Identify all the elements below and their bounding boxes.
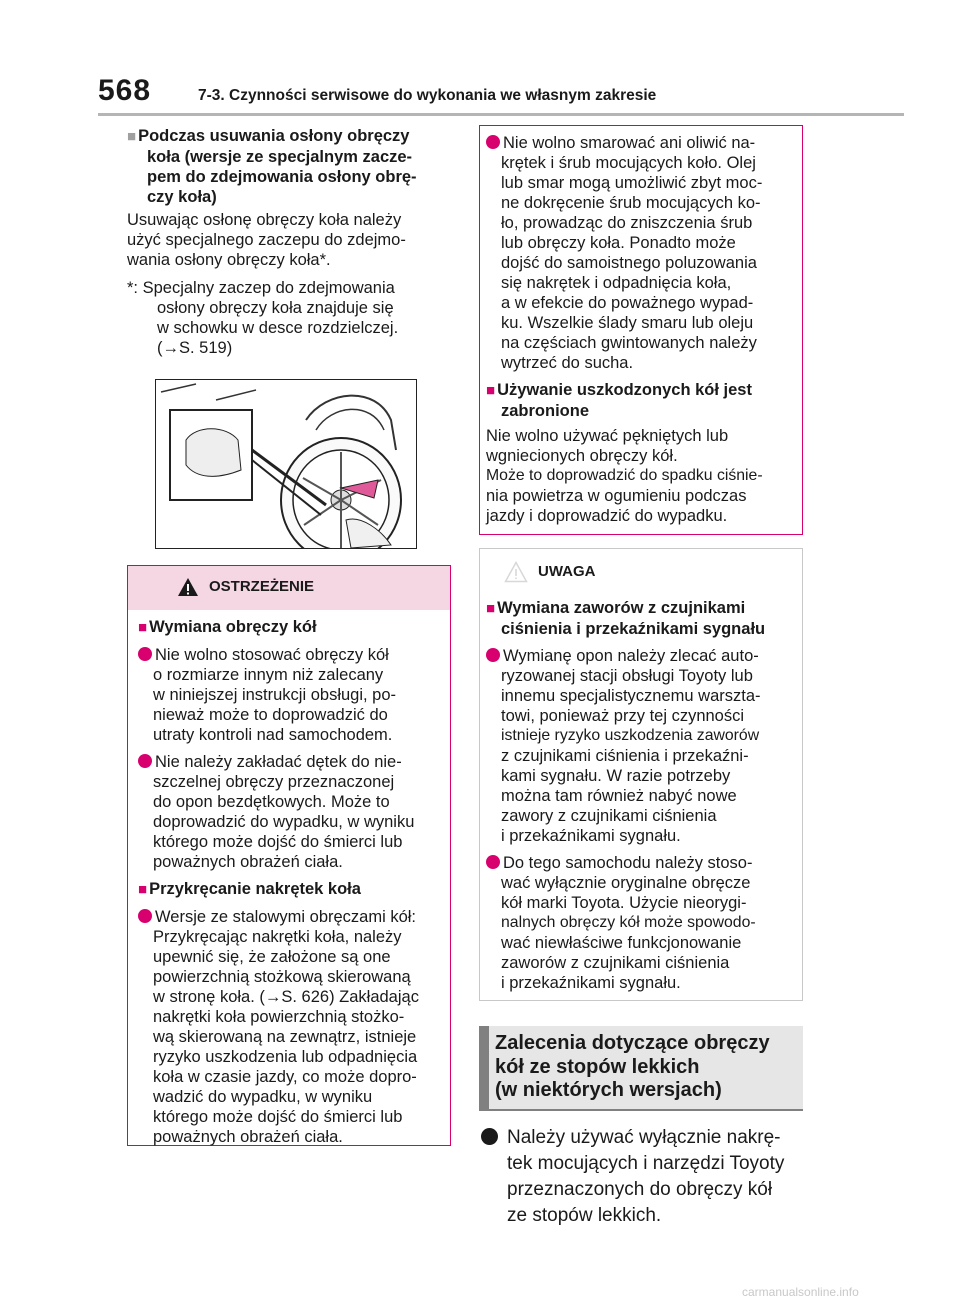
warning-section-title: Wymiana obręczy kół xyxy=(149,618,317,636)
text-line: ciśnienia i przekaźnikami sygnału xyxy=(501,620,766,638)
text-line: Należy używać wyłącznie nakrę- xyxy=(507,1127,781,1148)
text-line: lub smar mogą umożliwić zbyt moc- xyxy=(501,174,763,192)
text-line: nia powietrza w ogumieniu podczas xyxy=(486,487,747,505)
left-heading-line: Podczas usuwania osłony obręczy xyxy=(138,127,410,145)
text-line: nakrętki koła powierzchnią stożko- xyxy=(153,1008,405,1026)
text-line: zaworów z czujnikami ciśnienia xyxy=(501,954,730,972)
text-line: można tam również nabyć nowe xyxy=(501,787,737,805)
text-line: o rozmiarze innym niż zalecany xyxy=(153,666,384,684)
alloy-wheel-bullet xyxy=(481,1125,811,1229)
text-line: utraty kontroli nad samochodem. xyxy=(153,726,393,744)
text-line: upewnić się, że założone są one xyxy=(153,948,391,966)
text-line: Do tego samochodu należy stoso- xyxy=(503,854,753,872)
left-body-line: użyć specjalnego zaczepu do zdejmo- xyxy=(127,231,406,249)
text-line: przeznaczonych do obręczy kół xyxy=(507,1179,773,1200)
caution-section-title xyxy=(486,598,800,639)
text-line: zabronione xyxy=(501,402,590,420)
wheel-cover-illustration xyxy=(155,379,417,549)
text-line: z czujnikami ciśnienia i przekaźni- xyxy=(501,747,749,765)
square-bullet-icon: ■ xyxy=(127,128,137,145)
warning-box xyxy=(127,565,451,1146)
section-heading-bar xyxy=(479,1026,489,1109)
text-line: się nakrętek i odpadnięcia koła, xyxy=(501,274,732,292)
text-line: krętek i śrub mocujących koło. Olej xyxy=(501,154,756,172)
text-line: Przykręcając nakrętki koła, należy xyxy=(153,928,402,946)
caution-box xyxy=(479,548,803,1001)
text-line: Może to doprowadzić do spadku ciśnie- xyxy=(486,467,763,484)
text-line: Wymiana zaworów z czujnikami xyxy=(497,599,746,617)
text-line: wadzić do wypadku, w wyniku xyxy=(153,1088,373,1106)
text-line: kami sygnału. W razie potrzeby xyxy=(501,767,731,785)
warning-header xyxy=(128,566,450,610)
text-line: kół marki Toyota. Użycie nieorygi- xyxy=(501,894,747,912)
left-heading xyxy=(127,126,457,207)
caution-content xyxy=(486,598,800,993)
text-line: zawory z czujnikami ciśnienia xyxy=(501,807,717,825)
footnote-line: (→S. 519) xyxy=(157,339,233,357)
text-line: istnieje ryzyko uszkodzenia zaworów xyxy=(501,727,760,744)
text-line: wać wyłącznie oryginalne obręcze xyxy=(501,874,751,892)
text-line: ku. Wszelkie ślady smaru lub oleju xyxy=(501,314,754,332)
left-body xyxy=(127,210,457,270)
text-line: doprowadzić do wypadku, w wyniku xyxy=(153,813,415,831)
text-line: powierzchnią stożkową skierowaną xyxy=(153,968,411,986)
warning-continuation-box xyxy=(479,125,803,535)
warning-bullet xyxy=(138,752,450,872)
warning-triangle-icon xyxy=(177,577,199,597)
text-line: wgniecionych obręczy kół. xyxy=(486,447,678,465)
warning-bullet xyxy=(486,133,800,373)
section-heading-line: kół ze stopów lekkich xyxy=(495,1055,700,1078)
bullet-icon xyxy=(486,648,500,662)
text-line: lub obręczy koła. Ponadto może xyxy=(501,234,736,252)
text-line: koła w czasie jazdy, co może dopro- xyxy=(153,1068,417,1086)
warning-bullet xyxy=(138,907,450,1147)
text-line: ło, prowadząc do zniszczenia śrub xyxy=(501,214,753,232)
text-line: i przekaźnikami sygnału. xyxy=(501,827,681,845)
watermark: carmanualsonline.info xyxy=(742,1285,859,1299)
text-line: szczelnej obręczy przeznaczonej xyxy=(153,773,395,791)
left-body-line: wania osłony obręczy koła*. xyxy=(127,251,331,269)
text-line: Nie wolno stosować obręczy kół xyxy=(155,646,389,664)
chapter-title: 7-3. Czynności serwisowe do wykonania we własnym zakresie xyxy=(198,87,657,104)
text-line: towi, ponieważ przy tej czynności xyxy=(501,707,745,725)
left-heading-line: czy koła) xyxy=(147,188,217,206)
section-heading xyxy=(479,1026,803,1111)
text-line: Nie należy zakładać dętek do nie- xyxy=(155,753,402,771)
left-footnote xyxy=(127,278,457,358)
square-bullet-icon: ■ xyxy=(486,382,496,399)
header-rule xyxy=(98,113,904,116)
warning-paragraph xyxy=(486,426,800,526)
left-heading-line: pem do zdejmowania osłony obrę- xyxy=(147,168,417,186)
text-line: wać niewłaściwe funkcjonowanie xyxy=(501,934,742,952)
caution-bullet xyxy=(486,646,800,846)
left-heading-line: koła (wersje ze specjalnym zacze- xyxy=(147,148,413,166)
text-line: wytrzeć do sucha. xyxy=(501,354,634,372)
text-line: poważnych obrażeń ciała. xyxy=(153,853,343,871)
text-line: w niniejszej instrukcji obsługi, po- xyxy=(153,686,397,704)
warning-bullet xyxy=(138,645,450,745)
text-line: a w efekcie do poważnego wypad- xyxy=(501,294,754,312)
text-line: ze stopów lekkich. xyxy=(507,1205,662,1226)
page-number: 568 xyxy=(98,74,152,107)
section-heading-text xyxy=(495,1032,770,1103)
caution-header xyxy=(480,549,802,593)
text-line: dojść do samoistnego poluzowania xyxy=(501,254,757,272)
bullet-icon xyxy=(138,754,152,768)
footnote-line: *: Specjalny zaczep do zdejmowania xyxy=(127,279,395,297)
text-line: wą skierowaną na zewnątrz, istnieje xyxy=(153,1028,417,1046)
text-line: na częściach gwintowanych należy xyxy=(501,334,757,352)
bullet-icon xyxy=(138,909,152,923)
text-line: innemu specjalistycznemu warszta- xyxy=(501,687,761,705)
text-line: którego może dojść do śmierci lub xyxy=(153,1108,403,1126)
text-line: i przekaźnikami sygnału. xyxy=(501,974,681,992)
section-heading-line: Zalecenia dotyczące obręczy xyxy=(495,1032,770,1054)
text-line: ryzyko uszkodzenia lub odpadnięcia xyxy=(153,1048,418,1066)
text-line: Wymianę opon należy zlecać auto- xyxy=(503,647,759,665)
caution-triangle-icon xyxy=(504,561,528,583)
text-line: Używanie uszkodzonych kół jest xyxy=(497,381,752,399)
left-intro xyxy=(127,126,457,358)
text-line: ryzowanej stacji obsługi Toyoty lub xyxy=(501,667,753,685)
bullet-icon xyxy=(138,647,152,661)
left-body-line: Usuwając osłonę obręczy koła należy xyxy=(127,211,402,229)
square-bullet-icon: ■ xyxy=(486,600,496,617)
text-line: Nie wolno używać pękniętych lub xyxy=(486,427,729,445)
caution-bullet xyxy=(486,853,800,993)
section-heading-line: (w niektórych wersjach) xyxy=(495,1079,722,1101)
wheel-illustration-icon xyxy=(156,380,416,548)
text-line: nieważ może to doprowadzić do xyxy=(153,706,388,724)
warning-section-title xyxy=(486,380,800,421)
text-line: tek mocujących i narzędzi Toyoty xyxy=(507,1153,785,1174)
square-bullet-icon: ■ xyxy=(138,881,148,898)
bullet-icon xyxy=(486,135,500,149)
warning-title: OSTRZEŻENIE xyxy=(209,578,315,595)
text-line: do opon bezdętkowych. Może to xyxy=(153,793,390,811)
square-bullet-icon: ■ xyxy=(138,619,148,636)
text-line: Wersje ze stalowymi obręczami kół: xyxy=(155,908,417,926)
bullet-icon xyxy=(486,855,500,869)
text-line: jazdy i doprowadzić do wypadku. xyxy=(486,507,728,525)
text-line: którego może dojść do śmierci lub xyxy=(153,833,403,851)
text-line: ne dokręcenie śrub mocujących ko- xyxy=(501,194,761,212)
text-line: Nie wolno smarować ani oliwić na- xyxy=(503,134,756,152)
text-line: poważnych obrażeń ciała. xyxy=(153,1128,343,1146)
footnote-line: osłony obręczy koła znajduje się xyxy=(157,299,394,317)
footnote-line: w schowku w desce rozdzielczej. xyxy=(157,319,399,337)
caution-title: UWAGA xyxy=(538,563,596,580)
bullet-icon xyxy=(481,1128,498,1145)
warning-section-title: Przykręcanie nakrętek koła xyxy=(149,880,361,898)
warning-continuation-content xyxy=(486,133,800,526)
text-line: nalnych obręczy kół może spowodo- xyxy=(501,914,756,931)
text-line: w stronę koła. (→S. 626) Zakładając xyxy=(153,988,419,1006)
warning-content xyxy=(138,617,450,1147)
